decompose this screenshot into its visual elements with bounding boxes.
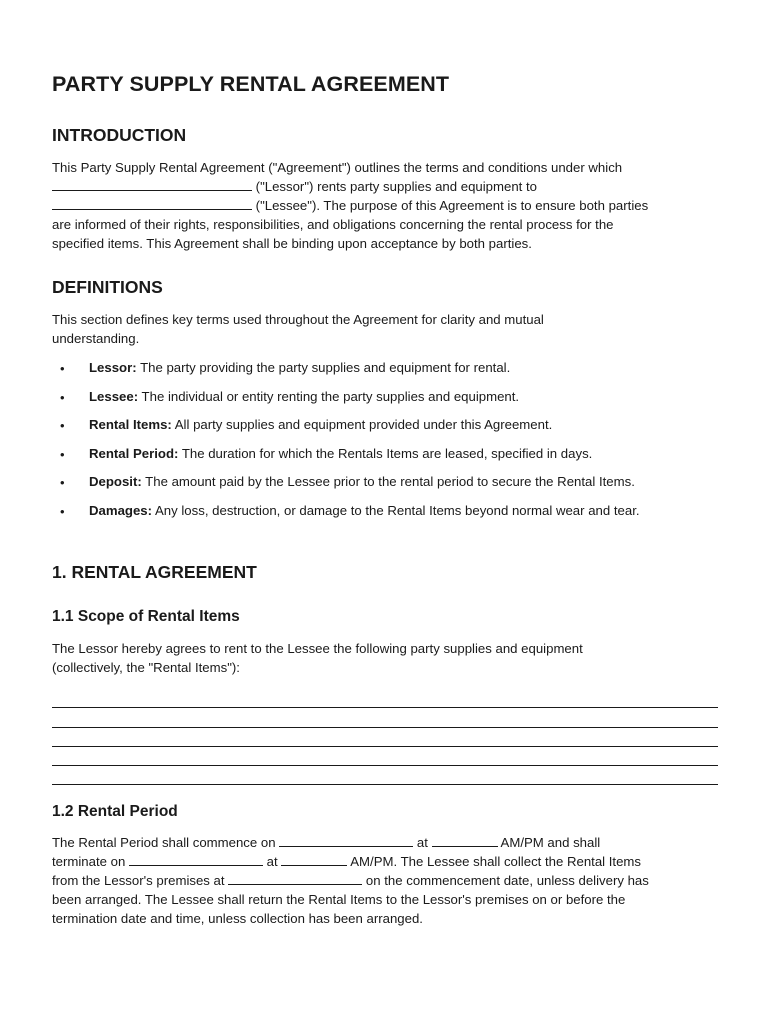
terminate-date-blank[interactable] bbox=[129, 853, 263, 866]
introduction-line bbox=[52, 177, 722, 196]
rental-period-line: termination date and time, unless collection has been arranged. bbox=[52, 911, 423, 926]
rental-period-line bbox=[52, 852, 722, 871]
rental-items-line[interactable] bbox=[52, 747, 718, 766]
definition-term: Lessee: bbox=[89, 388, 139, 404]
lessor-name-blank[interactable] bbox=[52, 178, 252, 191]
definition-text: The amount paid by the Lessee prior to the rental period to secure the Rental Items. bbox=[141, 474, 635, 489]
terminate-time-blank[interactable] bbox=[281, 853, 347, 866]
definition-item bbox=[52, 501, 722, 520]
rental-items-line[interactable] bbox=[52, 708, 718, 727]
definition-item bbox=[52, 387, 722, 406]
rental-period-text: AM/PM. The Lessee shall collect the Rental Items bbox=[350, 854, 642, 869]
scope-paragraph bbox=[52, 639, 722, 677]
scope-line: (collectively, the "Rental Items"): bbox=[52, 660, 240, 675]
definition-item bbox=[52, 472, 722, 491]
rental-items-line[interactable] bbox=[52, 689, 718, 708]
definition-text: The party providing the party supplies and equipment for rental. bbox=[136, 360, 511, 375]
definition-item bbox=[52, 415, 722, 434]
rental-items-line[interactable] bbox=[52, 766, 718, 785]
rental-period-line: been arranged. The Lessee shall return the Rental Items to the Lessor's premises on or before the bbox=[52, 892, 626, 907]
introduction-line: This Party Supply Rental Agreement ("Agreement") outlines the terms and conditions under which bbox=[52, 160, 623, 175]
definition-term: Deposit: bbox=[89, 474, 142, 489]
rental-period-text: at bbox=[416, 835, 428, 850]
rental-period-text: terminate on bbox=[52, 854, 126, 869]
rental-period-text: AM/PM and shall bbox=[500, 835, 601, 850]
definitions-intro-line: This section defines key terms used throughout the Agreement for clarity and mutual bbox=[52, 312, 544, 327]
scope-line: The Lessor hereby agrees to rent to the Lessee the following party supplies and equipment bbox=[52, 641, 583, 656]
definition-text: The individual or entity renting the party supplies and equipment. bbox=[138, 388, 520, 404]
definition-text: The duration for which the Rentals Items are leased, specified in days. bbox=[178, 445, 593, 461]
definition-item bbox=[52, 358, 722, 377]
rental-period-heading: 1.2 Rental Period bbox=[52, 803, 178, 820]
bullet-icon: • bbox=[60, 446, 65, 462]
commence-date-blank[interactable] bbox=[279, 834, 413, 847]
definitions-list bbox=[52, 358, 722, 520]
definition-term: Rental Period: bbox=[89, 445, 179, 461]
rental-agreement-heading: 1. RENTAL AGREEMENT bbox=[52, 562, 257, 582]
introduction-line: are informed of their rights, responsibilities, and obligations concerning the rental process for the bbox=[52, 217, 614, 232]
introduction-heading: INTRODUCTION bbox=[52, 125, 187, 145]
bullet-icon: • bbox=[60, 503, 65, 519]
rental-period-text: on the commencement date, unless delivery has bbox=[365, 873, 649, 888]
rental-period-paragraph bbox=[52, 833, 722, 928]
introduction-line bbox=[52, 196, 722, 215]
definition-item bbox=[52, 444, 722, 463]
definition-term: Rental Items: bbox=[89, 417, 172, 432]
rental-items-line[interactable] bbox=[52, 728, 718, 747]
rental-period-text: from the Lessor's premises at bbox=[52, 873, 225, 888]
bullet-icon: • bbox=[60, 389, 65, 405]
rental-period-line bbox=[52, 833, 722, 852]
bullet-icon: • bbox=[60, 361, 65, 376]
definitions-intro-line: understanding. bbox=[52, 331, 140, 346]
introduction-paragraph bbox=[52, 158, 722, 253]
introduction-line-tail: ("Lessor") rents party supplies and equipment to bbox=[255, 179, 537, 194]
rental-period-text: The Rental Period shall commence on bbox=[52, 835, 276, 850]
introduction-line: specified items. This Agreement shall be binding upon acceptance by both parties. bbox=[52, 236, 532, 251]
rental-items-fill-lines bbox=[52, 689, 718, 785]
definition-text: Any loss, destruction, or damage to the Rental Items beyond normal wear and tear. bbox=[152, 502, 640, 518]
document-title: PARTY SUPPLY RENTAL AGREEMENT bbox=[52, 72, 450, 96]
bullet-icon: • bbox=[60, 418, 65, 433]
rental-period-line bbox=[52, 871, 722, 890]
bullet-icon: • bbox=[60, 475, 65, 490]
commence-time-blank[interactable] bbox=[432, 834, 498, 847]
definition-term: Lessor: bbox=[89, 360, 137, 375]
lessee-name-blank[interactable] bbox=[52, 197, 252, 210]
rental-period-text: at bbox=[266, 854, 278, 869]
premises-address-blank[interactable] bbox=[228, 872, 362, 885]
scope-heading: 1.1 Scope of Rental Items bbox=[52, 608, 240, 625]
definitions-heading: DEFINITIONS bbox=[52, 277, 163, 297]
definition-text: All party supplies and equipment provided under this Agreement. bbox=[171, 417, 553, 432]
introduction-line-tail: ("Lessee"). The purpose of this Agreement is to ensure both parties bbox=[255, 198, 649, 213]
definition-term: Damages: bbox=[89, 502, 153, 518]
definitions-intro bbox=[52, 310, 722, 348]
